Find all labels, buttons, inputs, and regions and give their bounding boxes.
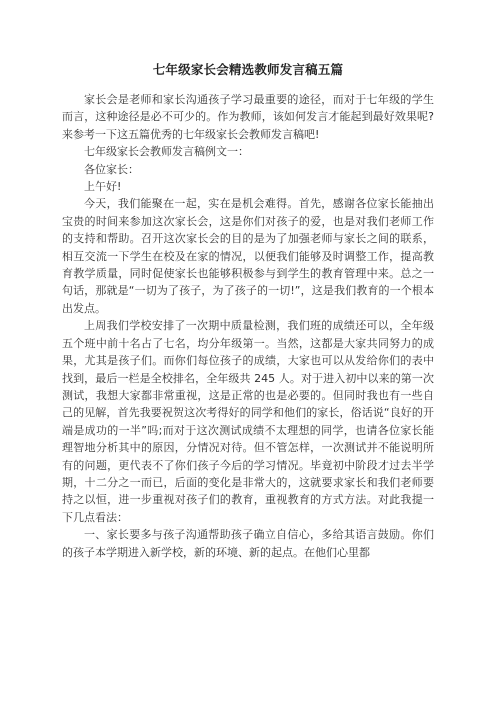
body-paragraph: 一、家长要多与孩子沟通帮助孩子确立自信心，多给其语言鼓励。你们的孩子本学期进入新学校，新的环境、新的起点。在他们心里都 (62, 528, 434, 559)
salutation: 各位家长： (84, 162, 139, 176)
document-title: 七年级家长会精选教师发言稿五篇 (152, 62, 344, 77)
greeting: 上午好! (84, 180, 122, 194)
body-paragraph: 上周我们学校安排了一次期中质量检测，我们班的成绩还可以，全年级五个班中前十名占了七名，均分年级第一。当然，这都是大家共同努力的成果，尤其是孩子们。而你们每位孩子的成绩，大家也可以从发给你们的表中找到，最后一栏是全校排名，全年级共 245 人。对于进入初中以来的第一次测试，我想大家都非常重视，这是正常的也是必要的。但同时我也有一些自己的见解，首先我要祝贺这次考得好的同学和他们的家长，俗话说“良好的开端是成功的一半”吗;而对于这次测试成绩不太理想的同学，也请各位家长能理智地分析其中的原因，分情况对待。但不管怎样，一次测试并不能说明所有的问题，更代表不了你们孩子今后的学习情况。毕竟初中阶段才过去半学期，十二分之一而已，后面的变化是非常大的，这就要求家长和我们老师要持之以恒，进一步重视对孩子们的教育，重视教育的方式方法。对此我提一下几点看法： (62, 319, 434, 524)
intro-paragraph: 家长会是老师和家长沟通孩子学习最重要的途径，而对于七年级的学生而言，这种途径是必不可少的。作为教师，该如何发言才能起到最好效果呢?来参考一下这五篇优秀的七年级家长会教师发言稿吧! (62, 93, 434, 141)
example-heading: 七年级家长会教师发言稿例文一： (84, 145, 249, 159)
document-body (62, 91, 434, 561)
body-paragraph: 今天，我们能聚在一起，实在是机会难得。首先，感谢各位家长能抽出宝贵的时间来参加这次家长会，这是你们对孩子的爱，也是对我们老师工作的支持和帮助。召开这次家长会的目的是为了加强老师与家长之间的联系，相互交流一下学生在校及在家的情况，以便我们能够及时调整工作，提高教育教学质量，同时促使家长也能够积极参与到学生的教育管理中来。总之一句话，那就是“一切为了孩子，为了孩子的一切!”，这是我们教育的一个根本出发点。 (62, 197, 434, 315)
